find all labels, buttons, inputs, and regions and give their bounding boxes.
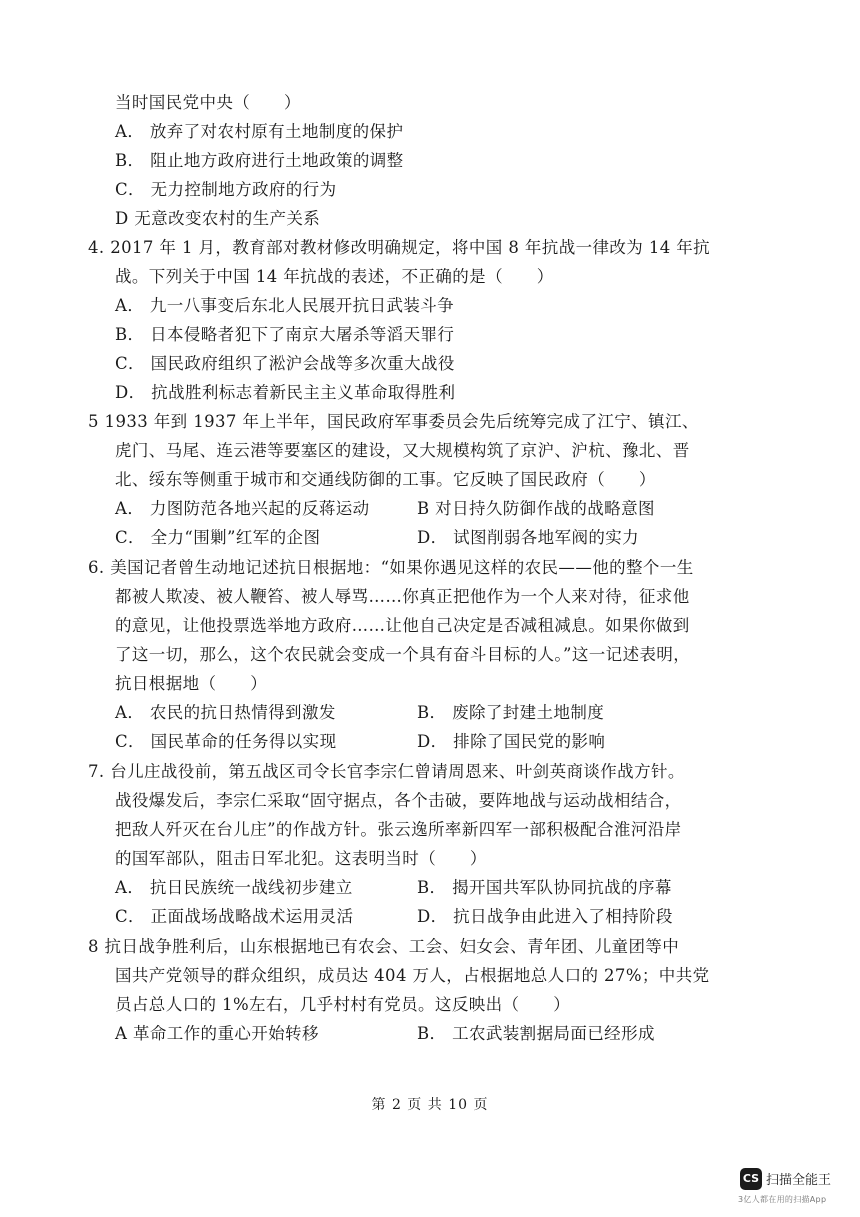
q6-stem: 6. 美国记者曾生动地记述抗日根据地：“如果你遇见这样的农民——他的整个一生 — [88, 558, 694, 577]
q5-stem: 5 1933 年到 1937 年上半年，国民政府军事委员会先后统筹完成了江宁、镇江、 — [88, 412, 699, 431]
q4-option-d: D． 抗战胜利标志着新民主主义革命取得胜利 — [115, 383, 456, 402]
scanner-watermark — [738, 1166, 848, 1212]
q4-stem-cont: 战。下列关于中国 14 年抗战的表述，不正确的是（ ） — [115, 267, 554, 286]
q7-stem-cont-3: 的国军部队，阻击日军北犯。这表明当时（ ） — [115, 849, 487, 868]
q8-stem-cont-1: 国共产党领导的群众组织，成员达 404 万人，占根据地总人口的 27%；中共党 — [115, 966, 710, 985]
q5-stem-cont-2: 北、绥东等侧重于城市和交通线防御的工事。它反映了国民政府（ ） — [115, 470, 656, 489]
q3-stem-tail: 当时国民党中央（ ） — [115, 93, 301, 112]
q7-option-c: C． 正面战场战略战术运用灵活 — [115, 907, 354, 926]
q7-option-b: B． 揭开国共军队协同抗战的序幕 — [417, 878, 672, 897]
q4-option-a: A． 九一八事变后东北人民展开抗日武装斗争 — [115, 296, 455, 315]
q6-stem-cont-3: 了这一切，那么，这个农民就会变成一个具有奋斗目标的人。”这一记述表明， — [115, 645, 691, 664]
q4-stem: 4. 2017 年 1 月，教育部对教材修改明确规定，将中国 8 年抗战一律改为 14 年抗 — [88, 238, 711, 257]
q8-option-a: A 革命工作的重心开始转移 — [115, 1024, 319, 1043]
q6-option-b: B． 废除了封建土地制度 — [417, 703, 605, 722]
q3-option-a: A． 放弃了对农村原有土地制度的保护 — [115, 122, 404, 141]
q7-option-a: A． 抗日民族统一战线初步建立 — [115, 878, 353, 897]
page-number: 第 2 页 共 10 页 — [371, 1097, 489, 1113]
q7-stem-cont-2: 把敌人歼灭在台儿庄”的作战方针。张云逸所率新四军一部积极配合淮河沿岸 — [115, 820, 682, 839]
q6-stem-cont-2: 的意见，让他投票选举地方政府……让他自己决定是否减租减息。如果你做到 — [115, 616, 690, 635]
q7-stem-cont-1: 战役爆发后，李宗仁采取“固守据点，各个击破，要阵地战与运动战相结合， — [115, 791, 682, 810]
q4-option-b: B． 日本侵略者犯下了南京大屠杀等滔天罪行 — [115, 325, 455, 344]
q5-option-a: A． 力图防范各地兴起的反蒋运动 — [115, 499, 370, 518]
watermark-tagline: 3亿人都在用的扫描App — [738, 1195, 827, 1204]
q3-option-c: C． 无力控制地方政府的行为 — [115, 180, 337, 199]
q3-option-d: D 无意改变农村的生产关系 — [115, 209, 321, 228]
q7-stem: 7. 台儿庄战役前，第五战区司令长官李宗仁曾请周恩来、叶剑英商谈作战方针。 — [88, 762, 685, 781]
q4-option-c: C． 国民政府组织了淞沪会战等多次重大战役 — [115, 354, 455, 373]
camscanner-logo-icon: CS — [740, 1168, 762, 1190]
q5-option-c: C． 全力“围剿”红军的企图 — [115, 528, 321, 547]
q6-stem-cont-1: 都被人欺凌、被人鞭笞、被人辱骂……你真正把他作为一个人来对待，征求他 — [115, 587, 690, 606]
q5-stem-cont-1: 虎门、马尾、连云港等要塞区的建设，又大规模构筑了京沪、沪杭、豫北、晋 — [115, 441, 690, 460]
q6-stem-cont-4: 抗日根据地（ ） — [115, 674, 268, 693]
q3-option-b: B． 阻止地方政府进行土地政策的调整 — [115, 151, 404, 170]
q5-option-b: B 对日持久防御作战的战略意图 — [417, 499, 655, 518]
watermark-app-name: 扫描全能王 — [766, 1173, 832, 1188]
q5-option-d: D． 试图削弱各地军阀的实力 — [417, 528, 640, 547]
q7-option-d: D． 抗日战争由此进入了相持阶段 — [417, 907, 673, 926]
q8-stem: 8 抗日战争胜利后，山东根据地已有农会、工会、妇女会、青年团、儿童团等中 — [88, 937, 680, 956]
q6-option-a: A． 农民的抗日热情得到激发 — [115, 703, 336, 722]
q8-stem-cont-2: 员占总人口的 1%左右，几乎村村有党员。这反映出（ ） — [115, 995, 571, 1014]
q8-option-b: B． 工农武装割据局面已经形成 — [417, 1024, 655, 1043]
q6-option-d: D． 排除了国民党的影响 — [417, 732, 606, 751]
q6-option-c: C． 国民革命的任务得以实现 — [115, 732, 337, 751]
